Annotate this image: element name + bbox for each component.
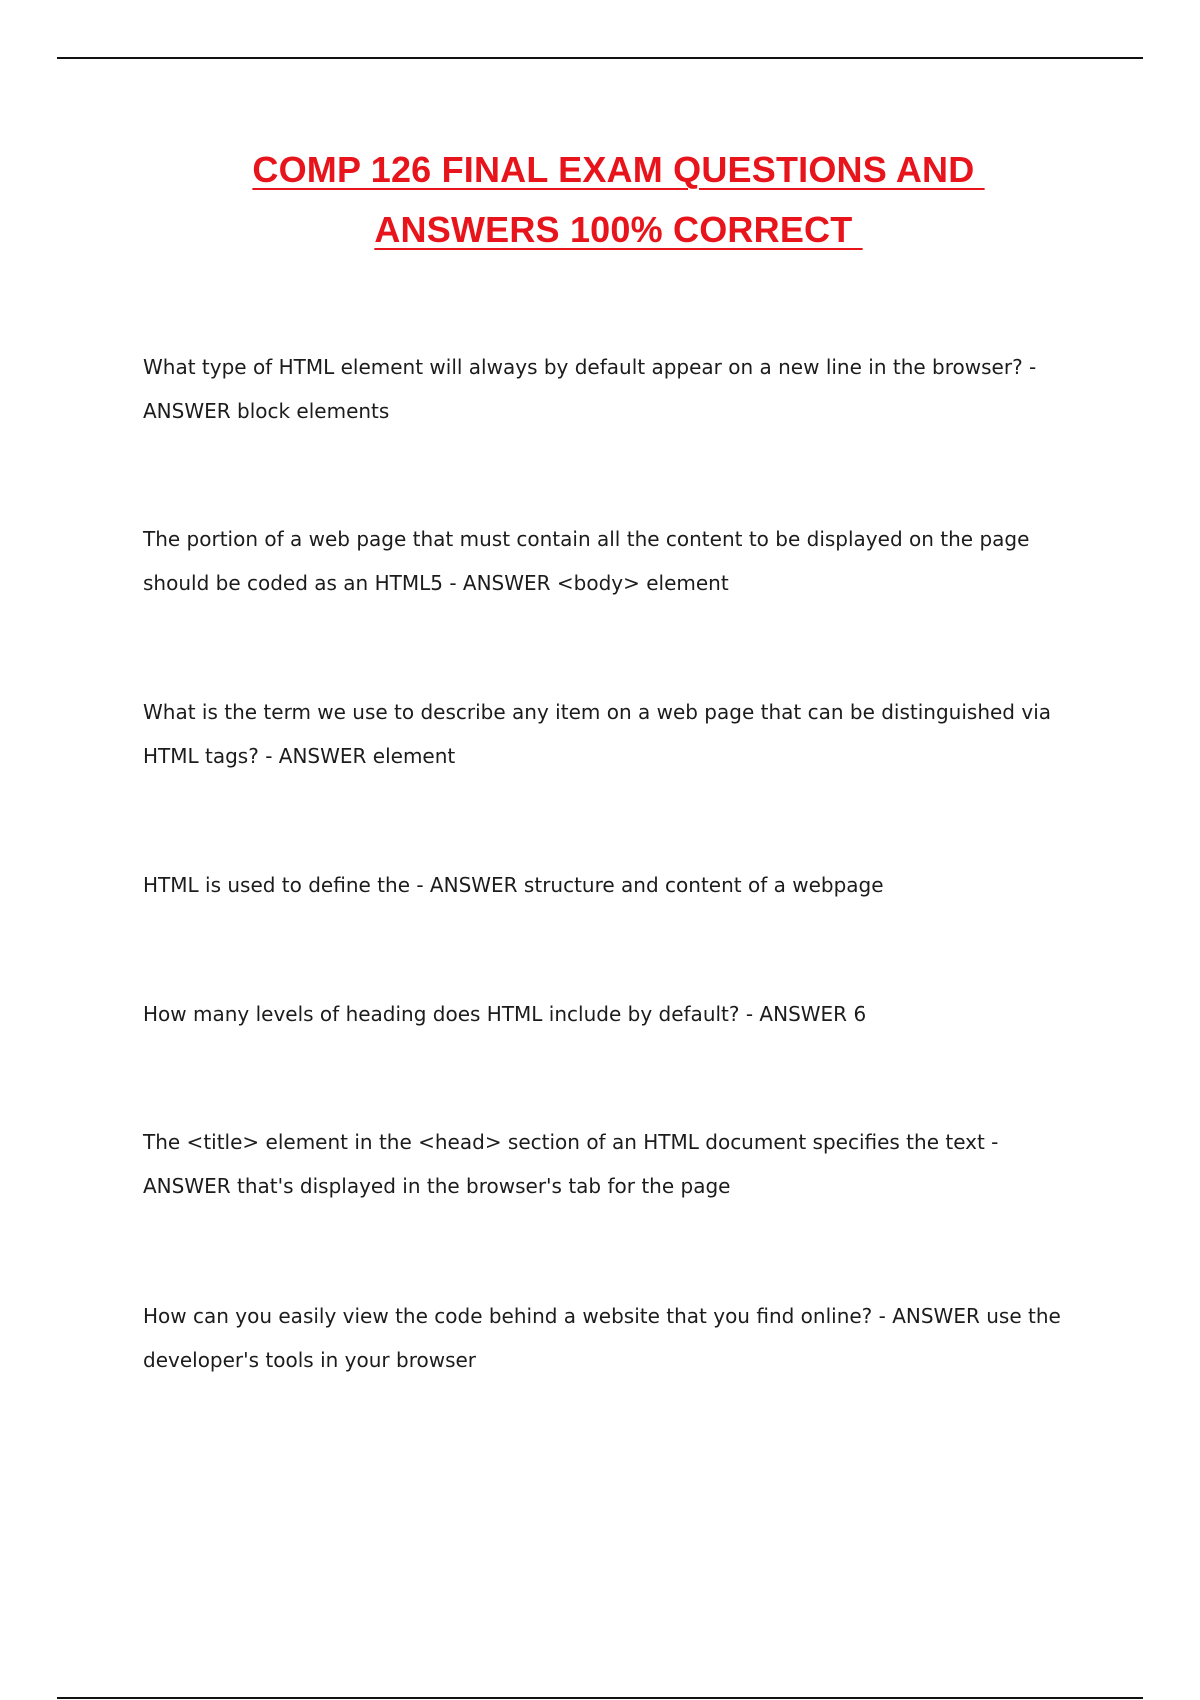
qa-item-6: The <title> element in the <head> section of an HTML document specifies the text - ANSWER that's displayed in the browser's tab for the page <box>143 1130 999 1198</box>
qa-item-4: HTML is used to define the - ANSWER structure and content of a webpage <box>143 873 884 897</box>
top-rule <box>57 57 1143 59</box>
qa-item-1: What type of HTML element will always by default appear on a new line in the browser? - ANSWER block elements <box>143 355 1037 423</box>
qa-item-5: How many levels of heading does HTML include by default? - ANSWER 6 <box>143 1002 867 1026</box>
document-title <box>0 140 1200 260</box>
qa-item-2: The portion of a web page that must contain all the content to be displayed on the page should be coded as an HTML5 - ANSWER <body> element <box>143 527 1030 595</box>
bottom-rule <box>57 1697 1143 1699</box>
qa-item-7: How can you easily view the code behind a website that you find online? - ANSWER use the developer's tools in your browser <box>143 1304 1061 1372</box>
title-line-2: ANSWERS 100% CORRECT <box>374 209 863 250</box>
title-line-1: COMP 126 FINAL EXAM QUESTIONS AND <box>252 149 985 190</box>
qa-item-3: What is the term we use to describe any item on a web page that can be distinguished via HTML tags? - ANSWER element <box>143 700 1052 768</box>
